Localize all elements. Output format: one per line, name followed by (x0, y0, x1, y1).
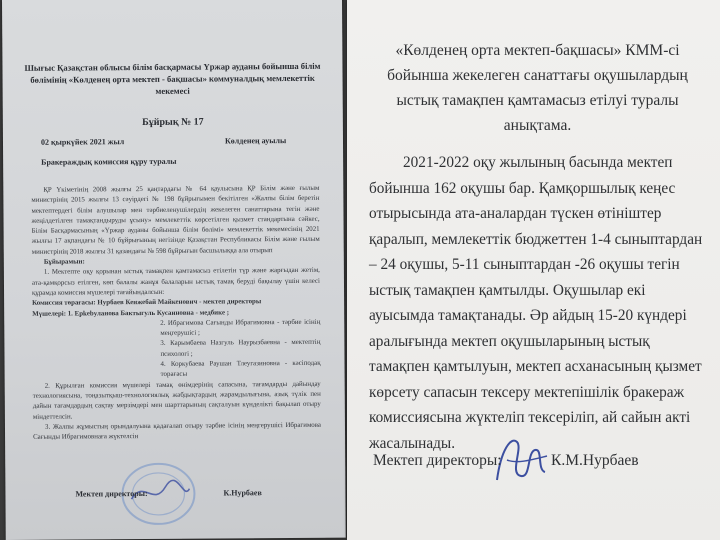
signature-label: Мектеп директоры: (75, 488, 148, 499)
organization-header: Шығыс Қазақстан облысы білім басқармасы Үржар ауданы бойынша білім бөлімінің «Көлденең орта мектеп - бақшасы» коммуналдық мемлекеттік мекемесі (24, 60, 321, 96)
order-place: Көлденең ауылы (224, 136, 287, 146)
order-paragraph: 1. Мектепте оқу қорынан ыстық тамақпен қамтамасыз етілетін түр және жарғыдан жетім, ата-қамқорсыз етілген, көп балалы жанұя балаларын ыстық тамақ беруді бақылау үшін келесі құрамда комиссия мүшелері тағайындалсын: (31, 267, 320, 297)
order-paragraph: ҚР Үкіметінің 2008 жылғы 25 қаңтардағы № 64 қаулысына ҚР Білім және ғылым министрінің 2015 жылғы 13 сәуірдегі № 198 бұйрығымен бекітілген «Жалпы білім беретін мектептердегі білім алушылар мен тәрбиеленушілердің жекелеген санаттарына тегін және жеңілдетілген тамақтандыруды ұсыну» мемлекеттік көрсетілген қызмет стандартына сәйкес, Білім Басқармасының «Үржар ауданы бойынша білім бөлімі» мемлекеттік мекемесінің 2021 жылғы 17 ақпандағы № 10 бұйрығының негізінде Қазақстан Республикасы Білім және ғылым министрінің 2018 жылғы 31 қазандағы № 598 бұйрығын басшылыққа ала отырып (31, 184, 320, 256)
certificate-paragraph-text: Әр айдың 15-20 күндері аралығында мектеп оқушыларының ыстық тамақпен қамтылуын, мектеп асханасының қызмет көрсету сапасын тексеру мектепішілік бракераж комиссиясына жүктеліп тексеріліп, ай сайын акті жасалынады. (369, 307, 702, 452)
certificate-body (369, 150, 709, 456)
order-subject: Бракераждық комиссия құру туралы (41, 156, 177, 167)
signature-name: К.Нурбаев (223, 488, 262, 498)
commission-member: Мүшелері: 1. Ерkebуланова Бактыгуль Кусаиновна - медбике ; (32, 308, 230, 318)
order-date: 02 қыркүйек 2021 жыл (40, 137, 125, 147)
commission-member: 4. Коркубаева Раушан Тлеугазиновна - кәсіподақ торағасы (160, 359, 321, 379)
order-title: Бұйрық № 17 (142, 116, 204, 129)
commission-member: 2. Ибрагимова Сағынды Ибрагимовна - тәрбие ісінің меңгерушісі ; (160, 318, 321, 338)
certificate-title: «Көлденең орта мектеп-бақшасы» КММ-сі бойынша жекелеген санаттағы оқушылардың ыстық тамақпен қамтамасыз етілуі туралы анықтама. (387, 42, 688, 134)
certificate-document-page (347, 0, 720, 540)
order-document-page (2, 0, 346, 540)
order-body (31, 184, 321, 443)
order-command: Бұйырамын: (43, 258, 85, 266)
certificate-paragraph (369, 150, 709, 456)
order-paragraph: 2. Құрылған комиссия мүшелері тамақ өнімдерінің сапасына, тағамдарды дайындау технологиясына, тоңазытқыш-технологиялық жабдықтардың жарамдылығына, азық түлік пен дайын тағамдардың сақтау мерзімдері мен шарттарының сақталуын күнделікті бақылап отыру міндеттелсін. (32, 380, 321, 421)
commission-chair: Комиссия төрағасы: Нурбаев Кенжебай Майкенович - мектеп директоры (32, 298, 262, 308)
order-paragraph: 3. Жалпы жұмыстың орындалуына қадағалап отыру тәрбие ісінің меңгерушісі Ибрагимова Сағынды Ибрагимовнаға жүктелсін (33, 421, 322, 441)
certificate-paragraph-text: 2021-2022 оқу жылының басында мектеп бойынша 162 оқушы бар. Қамқоршылық кеңес отырысында ата-аналардан түскен өтініштер қаралып, мемлекеттік бюджеттен 1-4 сыныптардан – 24 оқушы, 5-11 сыныптардан -26 оқушы тегін ыстық тамақпен қамтылды. Оқушылар екі ауысымда тамақтанады. (369, 154, 703, 324)
signature-label: Мектеп директоры: (373, 452, 502, 469)
signature-name: К.М.Нурбаев (551, 452, 639, 469)
commission-member: 3. Карымбаева Назгуль Наурызбаевна - мектептің психологі ; (160, 339, 321, 358)
